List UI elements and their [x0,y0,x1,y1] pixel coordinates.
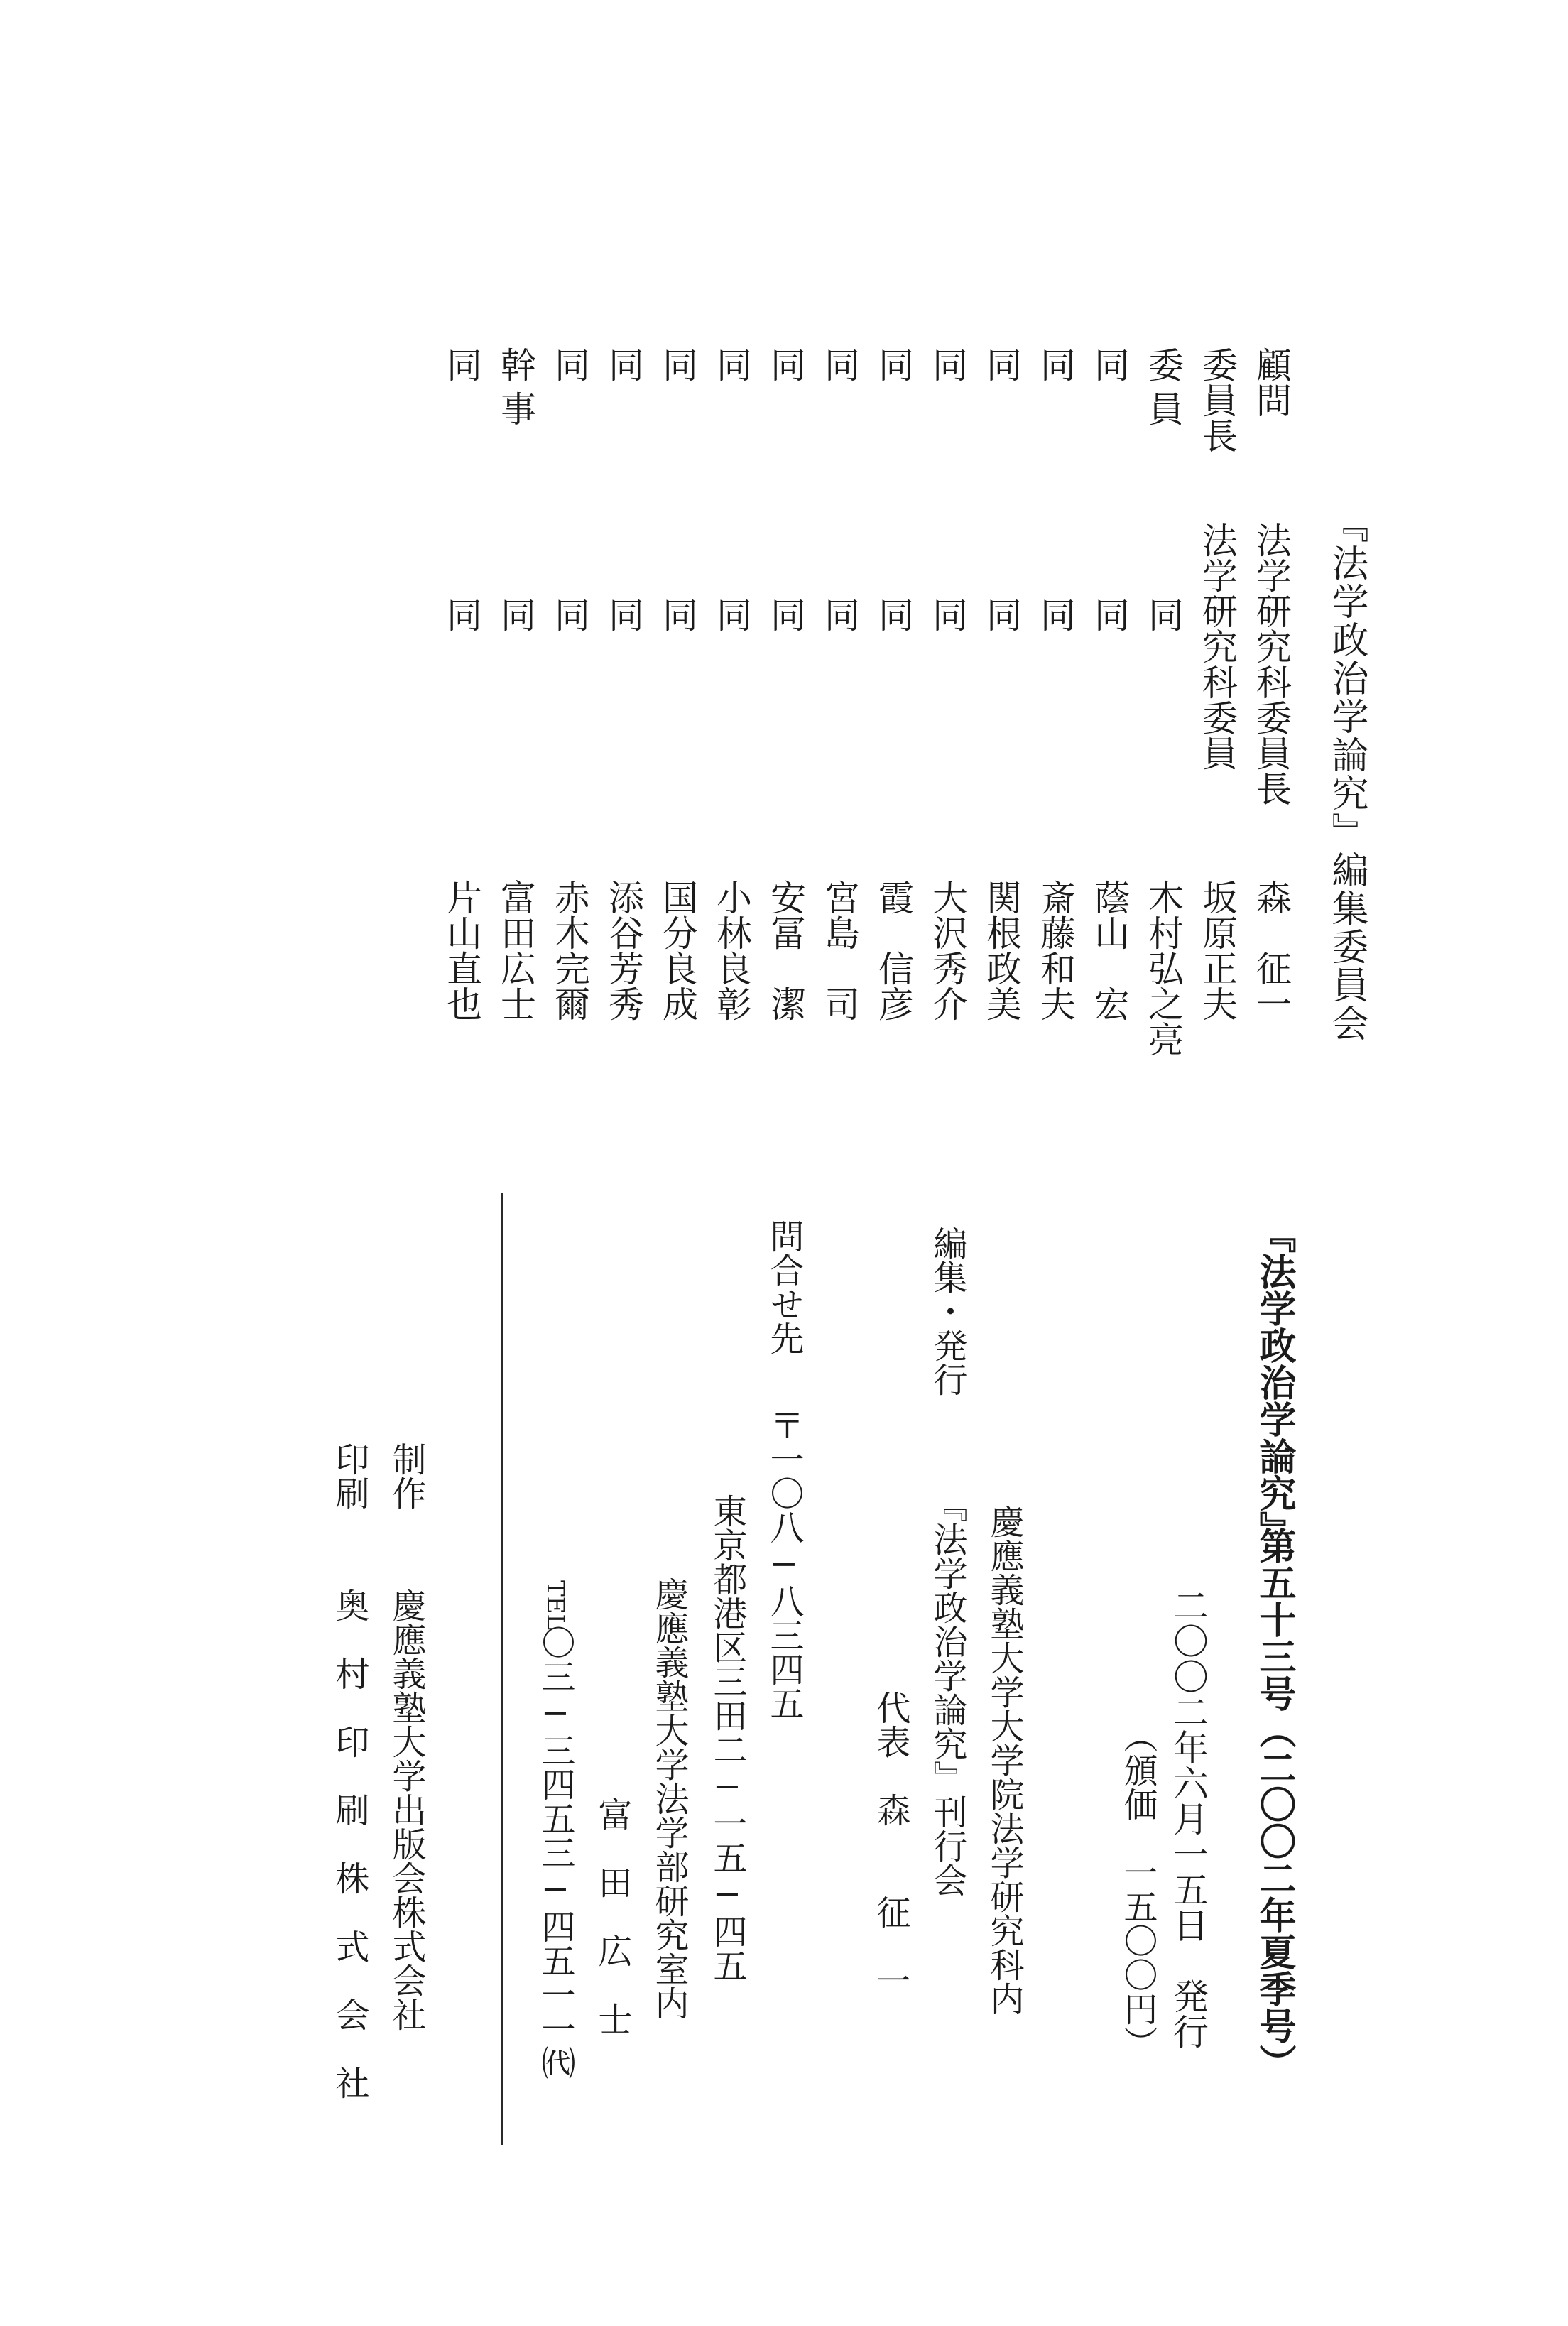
member-role: 同 [819,347,860,382]
member-name: 坂原正夫 [1197,879,1238,1021]
postal-code: 〒一〇八−八三四五 [764,1408,804,1720]
member-name: 国分良成 [657,879,698,1021]
editor-label: 編集・発行 [927,1226,967,1396]
member-role: 同 [981,347,1022,382]
member-name: 添谷芳秀 [603,879,644,1021]
journal-title: 『法学政治学論究』 [1253,1216,1295,1548]
member-name: 小林良彰 [711,879,752,1021]
member-role: 顧問 [1251,347,1292,418]
member-name: 木村弘之亮 [1143,879,1184,1057]
office: 慶應義塾大学法学部研究室内 [649,1577,689,2020]
editor-org: 慶應義塾大学大学院法学研究科内 [984,1504,1024,2016]
member-affiliation: 同 [1035,597,1076,632]
price: （頒価 一五〇〇円） [1118,1719,1158,2060]
member-name: 霞 信彦 [873,879,914,1021]
member-affiliation: 同 [819,597,860,632]
member-affiliation: 同 [1143,597,1184,632]
member-role: 同 [1035,347,1076,382]
member-name: 安冨 潔 [765,879,806,1021]
member-affiliation: 同 [441,597,482,632]
member-role: 同 [765,347,806,382]
editor-representative: 代表 森 征 一 [871,1690,910,1997]
member-affiliation: 同 [711,597,752,632]
member-name: 大沢秀介 [927,879,968,1021]
contact-label: 問合せ先 [764,1219,804,1355]
member-role: 委員 [1143,347,1184,435]
member-affiliation: 同 [495,597,536,632]
tel-label: TEL [541,1580,570,1631]
contact-person: 富 田 広 士 [592,1797,632,2036]
member-name: 斎藤和夫 [1035,879,1076,1021]
printing-label: 印刷 [330,1442,369,1510]
printing-company: 奥 村 印 刷 株 式 会 社 [330,1588,369,2099]
member-role: 委員長 [1197,347,1238,453]
member-role: 同 [873,347,914,382]
member-affiliation: 同 [657,597,698,632]
member-affiliation: 法学研究科委員長 [1251,522,1292,806]
member-role: 同 [1089,347,1130,382]
issue-number: 第五十三号（二〇〇二年夏季号） [1253,1527,1295,2081]
member-name: 森 征一 [1251,879,1292,1021]
member-name: 関根政美 [981,879,1022,1021]
member-affiliation: 法学研究科委員 [1197,522,1238,771]
member-role: 同 [441,347,482,382]
address: 東京都港区三田二−一五−四五 [707,1494,747,1982]
member-name: 赤木完爾 [549,879,590,1021]
member-name: 蔭山 宏 [1089,879,1130,1021]
editor-society: 『法学政治学論究』刊行会 [927,1488,967,1897]
member-affiliation: 同 [1089,597,1130,632]
member-name: 宮島 司 [819,879,860,1021]
member-affiliation: 同 [765,597,806,632]
member-affiliation: 同 [927,597,968,632]
member-role: 幹事 [495,347,536,435]
member-name: 富田広士 [495,879,536,1021]
member-affiliation: 同 [603,597,644,632]
production-company: 慶應義塾大学出版会株式会社 [386,1588,426,2031]
member-name: 片山直也 [441,879,482,1021]
committee-title: 『法学政治学論究』編集委員会 [1325,506,1368,1043]
member-role: 同 [711,347,752,382]
member-affiliation: 同 [981,597,1022,632]
member-role: 同 [603,347,644,382]
member-affiliation: 同 [873,597,914,632]
divider-line [501,1193,503,2145]
member-affiliation: 同 [549,597,590,632]
member-role: 同 [657,347,698,382]
telephone: 〇三−三四五三−四五一一㈹ [535,1625,575,2080]
member-role: 同 [927,347,968,382]
production-label: 制作 [386,1442,426,1510]
publication-date: 二〇〇二年六月一五日 発行 [1167,1587,1209,2049]
member-role: 同 [549,347,590,382]
